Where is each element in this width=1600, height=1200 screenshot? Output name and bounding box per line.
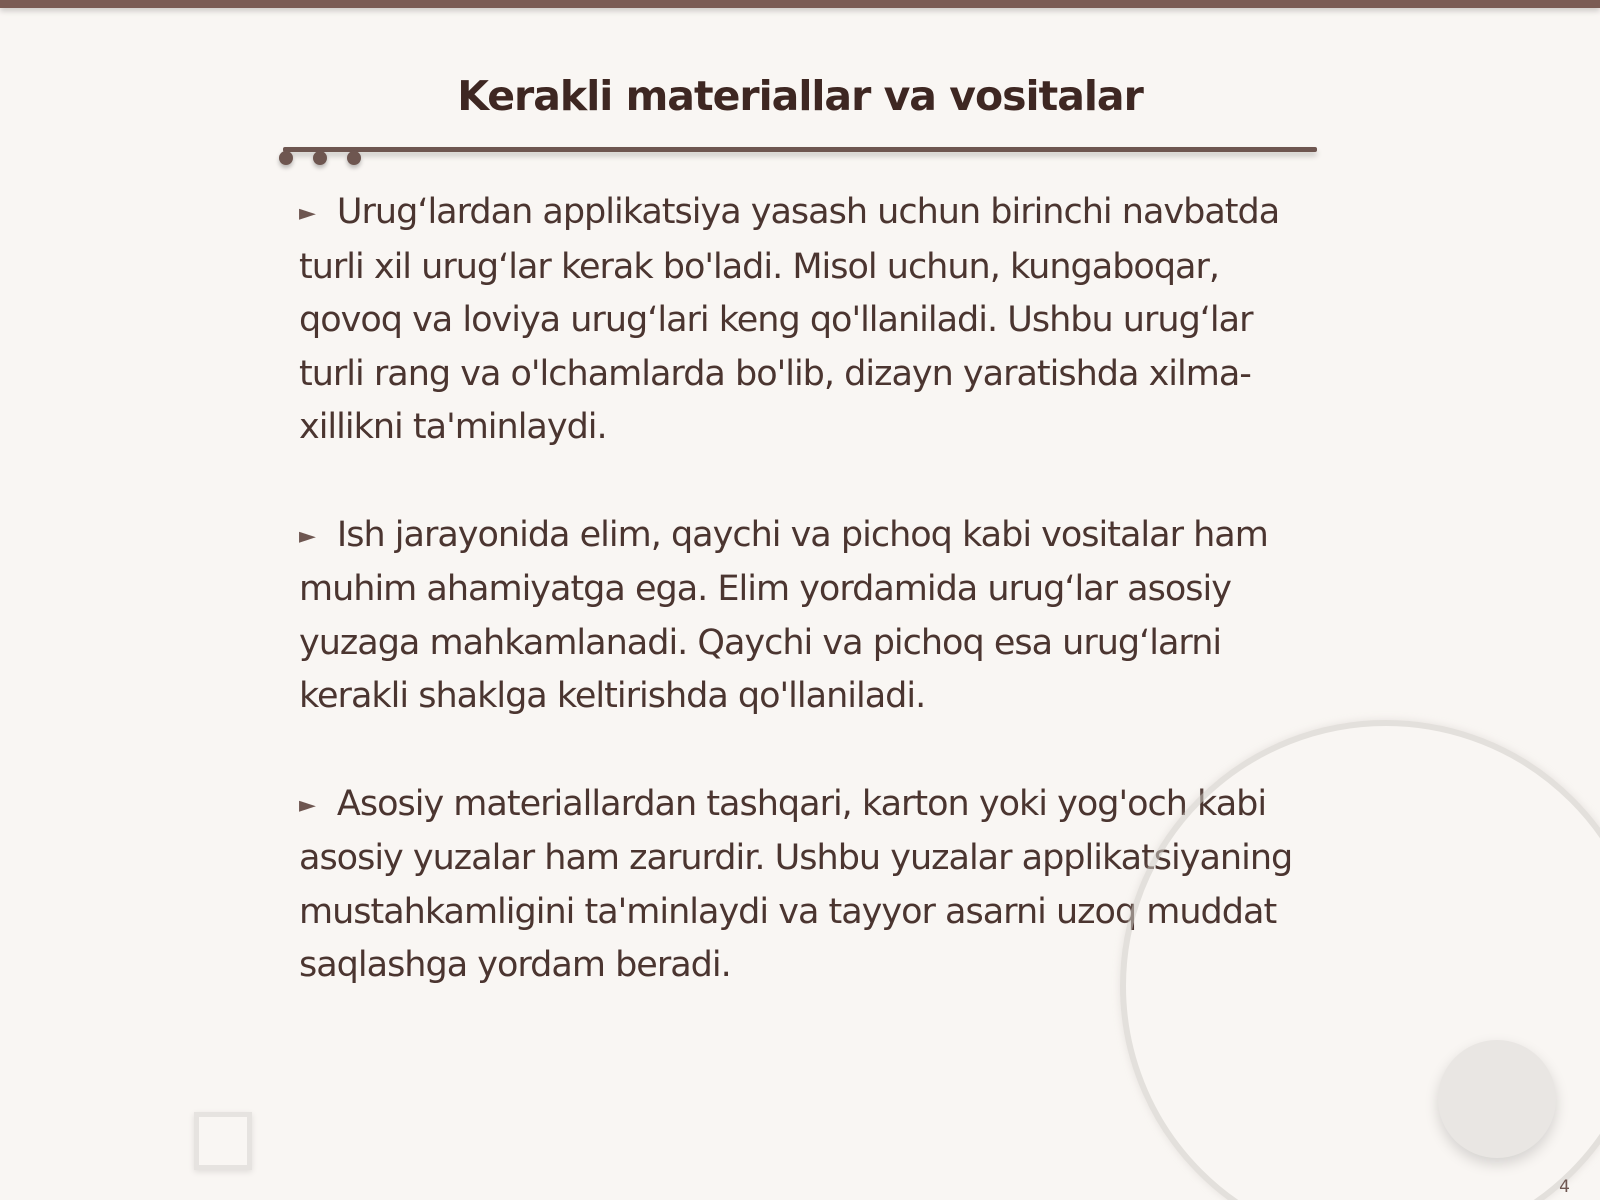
page-number: 4 (1559, 1177, 1570, 1197)
triangle-bullet-icon: ► (299, 523, 315, 549)
decorative-square-icon (194, 1112, 252, 1170)
paragraph-text: Asosiy materiallardan tashqari, karton yoki yog'och kabi asosiy yuzalar ham zarurdir. Ushbu yuzalar applikatsiyaning mustahkamligini ta'minlaydi va tayyor asarni uzoq muddat saqlashga yordam beradi. (299, 783, 1293, 985)
decorative-dot-icon (347, 151, 361, 165)
decorative-dot-icon (313, 151, 327, 165)
decorative-circle-icon (1438, 1040, 1556, 1158)
top-accent-bar (0, 0, 1600, 8)
title-underline (283, 147, 1317, 152)
triangle-bullet-icon: ► (299, 201, 315, 226)
decorative-dot-icon (279, 151, 293, 165)
slide-title: Kerakli materiallar va vositalar (457, 72, 1143, 120)
paragraph-text: Urug‘lardan applikatsiya yasash uchun birinchi navbatda turli xil urug‘lar kerak bo'ladi. Misol uchun, kungaboqar, qovoq va loviya urug‘lari keng qo'llaniladi. Ushbu urug‘lar turli rang va o'lchamlarda bo'lib, dizayn yaratishda xilma-xillikni ta'minlaydi. (299, 192, 1280, 447)
bullet-paragraph-1 (299, 186, 1299, 455)
paragraph-text: Ish jarayonida elim, qaychi va pichoq kabi vositalar ham muhim ahamiyatga ega. Elim yordamida urug‘lar asosiy yuzaga mahkamlanadi. Qaychi va pichoq esa urug‘larni kerakli shaklga keltirishda qo'llaniladi. (299, 514, 1268, 716)
bullet-paragraph-2 (299, 509, 1299, 724)
triangle-bullet-icon: ► (299, 792, 315, 818)
